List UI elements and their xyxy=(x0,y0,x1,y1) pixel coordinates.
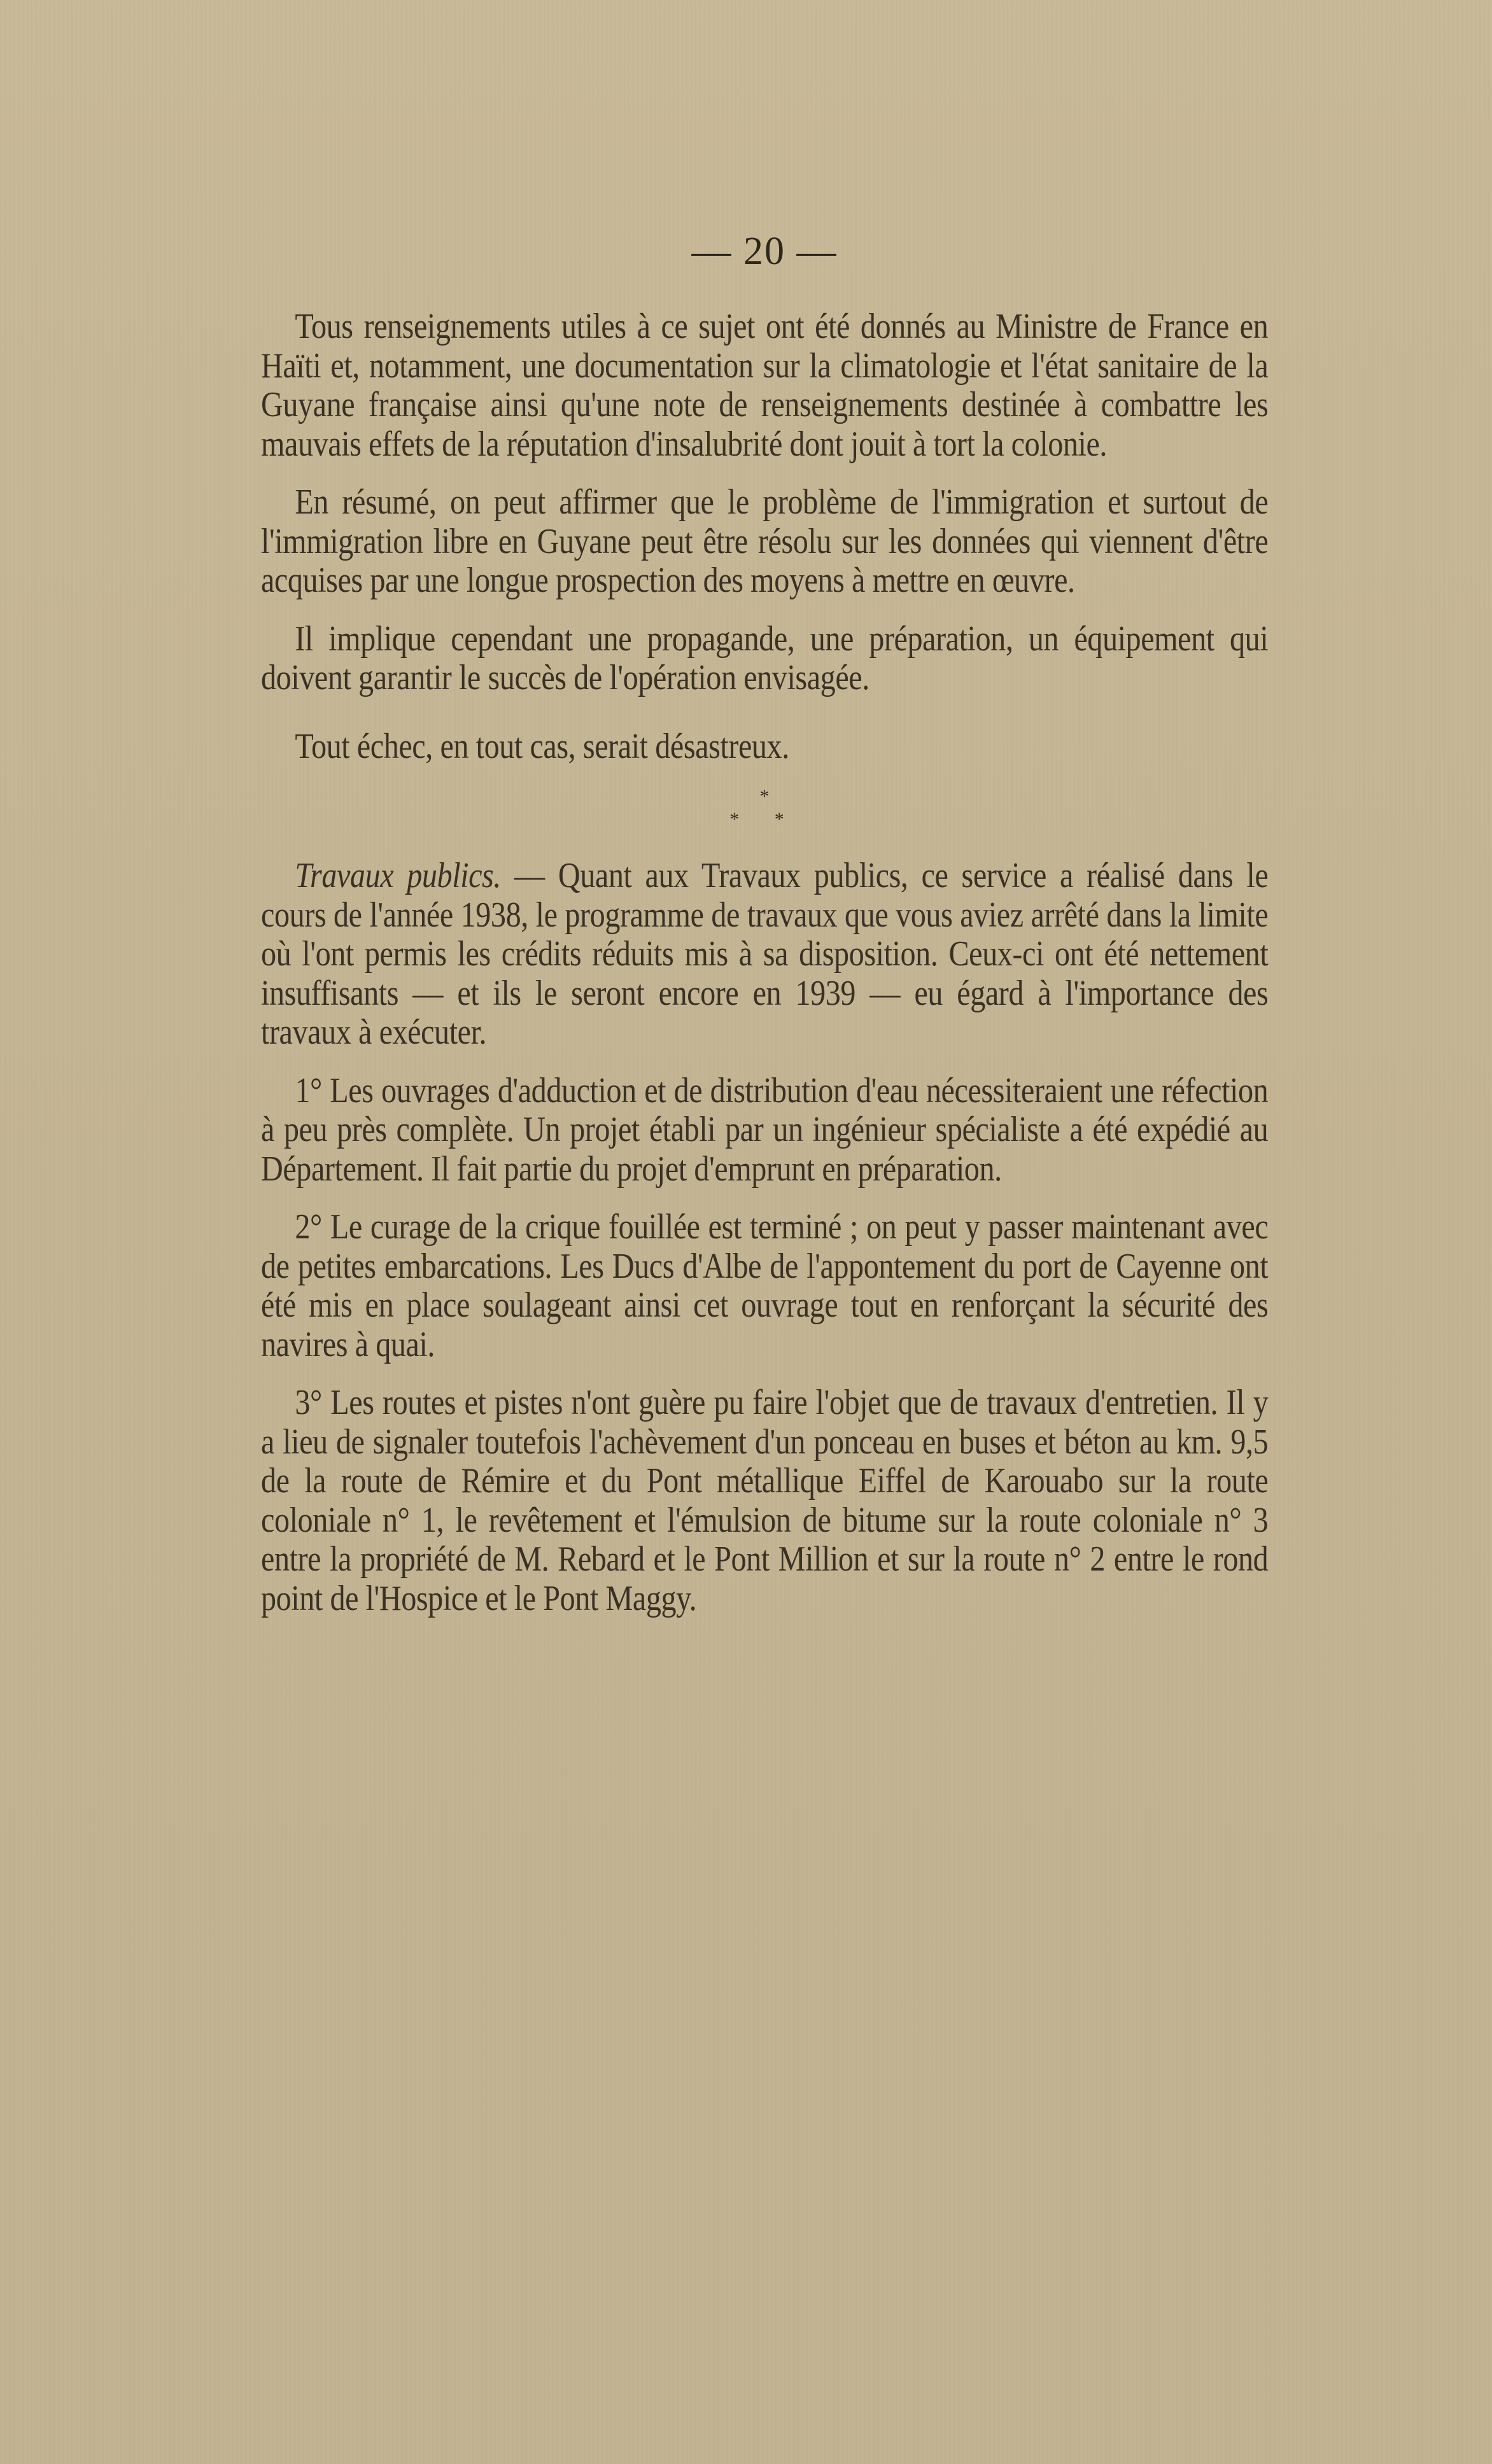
paragraph-renseignements: Tous renseignements utiles à ce sujet ont été donnés au Ministre de France en Haïti et, notamment, une documentation sur la climatologie et l'état sanitaire de la Guyane française ainsi qu'une note de renseignements destinée à combattre les mauvais effets de la réputation d'insalubrité dont jouit à tort la colonie. xyxy=(261,307,1269,464)
paragraph-echec: Tout échec, en tout cas, serait désastreux. xyxy=(295,726,789,766)
paragraph-resume: En résumé, on peut affirmer que le problème de l'immigration et surtout de l'immigration libre en Guyane peut être résolu sur les données qui viennent d'être acquises par une longue prospection des moyens à mettre en œuvre. xyxy=(261,482,1269,600)
section-travaux-publics xyxy=(261,857,1268,1053)
asterism-top: * xyxy=(759,786,770,807)
section-intro: Quant aux Travaux publics, ce service a réalisé dans le cours de l'année 1938, le programme de travaux que vous aviez arrêté dans la limite où l'ont permis les crédits réduits mis à sa disposition. Ceux-ci ont été nettement insuffisants — et ils le seront encore en 1939 — eu égard à l'importance des travaux à exécuter. xyxy=(261,856,1269,1052)
asterism-separator xyxy=(261,785,1268,831)
list-item-routes xyxy=(261,1383,1268,1618)
list-item-text: Le curage de la crique fouillée est terminé ; on peut y passer maintenant avec de petites embarcations. Les Ducs d'Albe de l'appontement du port de Cayenne ont été mis en place soulageant ainsi cet ouvrage tout en renforçant la sécurité des navires à quai. xyxy=(261,1207,1269,1364)
paragraph-implique: Il implique cependant une propagande, une préparation, un équipement qui doivent garantir le succès de l'opération envisagée. xyxy=(261,619,1269,697)
page-number: — 20 — xyxy=(691,230,838,273)
section-title: Travaux publics. xyxy=(295,856,501,895)
section-dash: — xyxy=(500,856,558,895)
list-marker: 3° xyxy=(295,1383,322,1422)
document-page xyxy=(261,229,1268,1637)
list-marker: 1° xyxy=(295,1070,322,1110)
list-item-text: Les ouvrages d'adduction et de distribution d'eau nécessiteraient une réfection à peu près complète. Un projet établi par un ingénieur spécialiste a été expédié au Département. Il fait partie du projet d'emprunt en préparation. xyxy=(261,1070,1269,1189)
list-marker: 2° xyxy=(295,1207,322,1247)
list-item-text: Les routes et pistes n'ont guère pu faire l'objet que de travaux d'entretien. Il y a lieu de signaler toutefois l'achèvement d'un ponceau en buses et béton au km. 9,5 de la route de Rémire et du Pont métallique Eiffel de Karouabo sur la route coloniale n° 1, le revêtement et l'émulsion de bitume sur la route coloniale n° 3 entre la propriété de M. Rebard et le Pont Million et sur la route n° 2 entre le rond point de l'Hospice et le Pont Maggy. xyxy=(261,1383,1269,1618)
asterism-bottom: * * xyxy=(729,809,799,830)
list-item-eau xyxy=(261,1072,1268,1189)
list-item-curage xyxy=(261,1208,1268,1364)
